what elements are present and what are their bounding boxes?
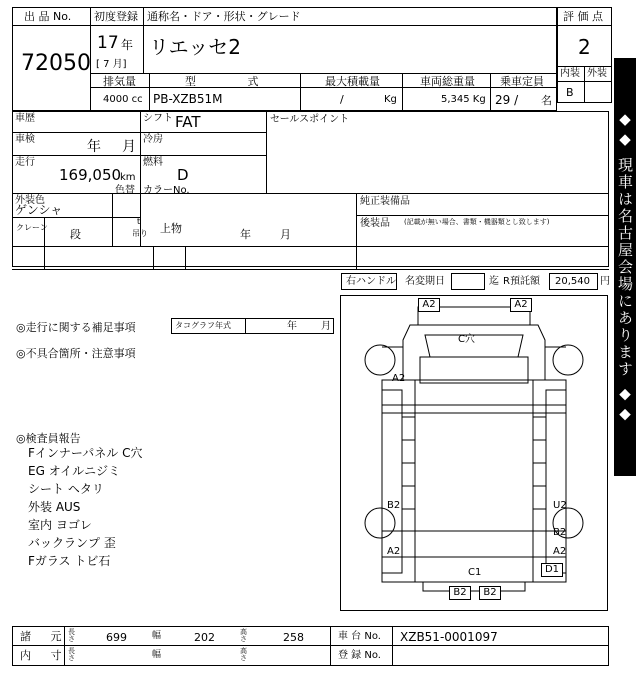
ac-label: 冷房	[143, 134, 163, 145]
inspection-month: 月	[122, 139, 136, 155]
inspector-item: バックランプ 歪	[28, 536, 116, 550]
inspector-item: Fガラス トビ石	[28, 554, 111, 568]
type-value: PB-XZB51M	[153, 92, 223, 106]
gross-weight-label: 車両総重量	[420, 75, 475, 88]
exterior-label: 外装	[587, 68, 607, 79]
name-change-label: 名変期日	[405, 276, 445, 287]
mileage-label: 走行	[15, 157, 35, 168]
first-reg-label: 初度登録	[94, 10, 138, 23]
upper-month: 月	[280, 228, 291, 241]
tacho-year: 年	[287, 321, 297, 332]
aftermarket-note: (記載が無い場合、書類・機器類とし致します)	[404, 218, 550, 226]
chassis-label: 車 台 No.	[338, 631, 381, 642]
r-meter-label: R預託額	[503, 276, 540, 287]
max-load-value: /	[340, 93, 344, 106]
mileage-unit: km	[120, 172, 136, 183]
r-meter-value: 20,540	[555, 276, 590, 287]
genuine-label: 純正装備品	[360, 196, 410, 207]
mark-rear-b-right: B2	[479, 586, 501, 600]
width-label: 幅	[152, 631, 162, 641]
ext-color-label: 外装色	[15, 195, 45, 206]
mark-left-rear-b: B2	[387, 500, 401, 511]
r-meter-unit: 円	[600, 276, 610, 287]
driving-notes-label: ◎走行に関する補足事項	[16, 321, 136, 334]
shift-label: シフト	[143, 113, 173, 124]
mark-rear-b-left: B2	[449, 586, 471, 600]
sales-point-label: セールスポイント	[270, 114, 350, 125]
inspector-item: シート ヘタリ	[28, 482, 104, 496]
defect-label: ◎不具合箇所・注意事項	[16, 347, 136, 360]
max-load-unit: Kg	[384, 94, 397, 105]
mark-front-panel: C穴	[458, 334, 475, 345]
crane-ton: t	[137, 217, 141, 226]
inspector-item: 外装 AUS	[28, 500, 81, 514]
height-value: 258	[283, 631, 304, 644]
until-label: 迄	[489, 276, 499, 287]
length-label: 長さ	[68, 628, 75, 643]
model-name: リエッセ2	[149, 35, 241, 59]
int-length-label: 長さ	[68, 647, 75, 662]
int-height-label: 高さ	[240, 647, 247, 662]
history-label: 車歴	[15, 113, 35, 124]
mileage-value: 169,050	[59, 166, 122, 184]
mark-right-rear-a: A2	[553, 546, 567, 557]
inspector-item: 室内 ヨゴレ	[28, 518, 92, 532]
ext-color-value: ゲンシャ	[15, 203, 63, 217]
footer-frame	[12, 626, 609, 666]
crane-hang: 吊り	[132, 229, 148, 238]
model-label: 通称名・ドア・形状・グレード	[147, 10, 301, 23]
chassis-value: XZB51-0001097	[400, 630, 498, 644]
mark-left-front: A2	[392, 373, 406, 384]
mark-front-left: A2	[418, 298, 440, 312]
reg-no-label: 登 録 No.	[338, 650, 381, 661]
dims-label: 諸 元	[20, 630, 70, 643]
shift-value: FAT	[175, 113, 201, 131]
steering-value: 右ハンドル	[346, 276, 396, 287]
interior-label: 内装	[560, 68, 580, 79]
inspection-year: 年	[87, 139, 101, 155]
max-load-label: 最大積載量	[325, 75, 380, 88]
score-value: 2	[578, 35, 591, 59]
lot-number: 72050	[21, 51, 91, 76]
tacho-label: タコグラフ年式	[175, 321, 231, 330]
mark-left-rear-a: A2	[387, 546, 401, 557]
reg-month: [ 7 月]	[96, 59, 127, 70]
tacho-month: 月	[321, 321, 331, 332]
mark-right-rear-u: U2	[553, 500, 567, 511]
upper-label: 上物	[160, 222, 182, 235]
inspector-item: EG オイルニジミ	[28, 464, 121, 478]
mark-front-right: A2	[510, 298, 532, 312]
fuel-value: D	[177, 166, 189, 184]
reg-year-unit: 年	[121, 38, 134, 52]
reg-year: 17	[97, 33, 119, 53]
inspection-label: 車検	[15, 134, 35, 145]
mark-rear-c: C1	[468, 567, 482, 578]
color-change-label: 色替	[115, 185, 135, 196]
crane-label: クレーン	[16, 223, 48, 232]
capacity-value: 29 /	[495, 93, 519, 107]
capacity-label: 乗車定員	[500, 75, 544, 88]
mark-right-rear-b: B2	[553, 527, 567, 538]
aftermarket-label: 後装品	[360, 218, 390, 229]
displacement-label: 排気量	[103, 75, 136, 88]
interior-grade: B	[566, 86, 574, 99]
int-width-label: 幅	[152, 650, 162, 660]
fuel-label: 燃料	[143, 157, 163, 168]
color-no-label: カラーNo.	[143, 185, 190, 196]
length-value: 699	[106, 631, 127, 644]
mark-rear-d: D1	[541, 563, 563, 577]
lot-no-label: 出 品 No.	[24, 10, 72, 23]
type-label: 型 式	[185, 75, 283, 88]
capacity-unit: 名	[541, 94, 552, 107]
details-frame	[12, 111, 609, 267]
location-banner: ◆◆ 現車は名古屋会場にあります ◆◆	[614, 58, 636, 476]
height-label: 高さ	[240, 628, 247, 643]
name-change-box	[451, 273, 485, 290]
inspector-item: Fインナーパネル C穴	[28, 446, 143, 460]
displacement-value: 4000 cc	[103, 94, 143, 105]
width-value: 202	[194, 631, 215, 644]
crane-step: 段	[70, 228, 81, 241]
upper-year: 年	[240, 228, 251, 241]
score-label: 評 価 点	[563, 10, 603, 23]
interior-dims-label: 内 寸	[20, 649, 70, 662]
gross-weight-value: 5,345 Kg	[441, 94, 486, 105]
inspector-label: ◎検査員報告	[16, 432, 81, 445]
